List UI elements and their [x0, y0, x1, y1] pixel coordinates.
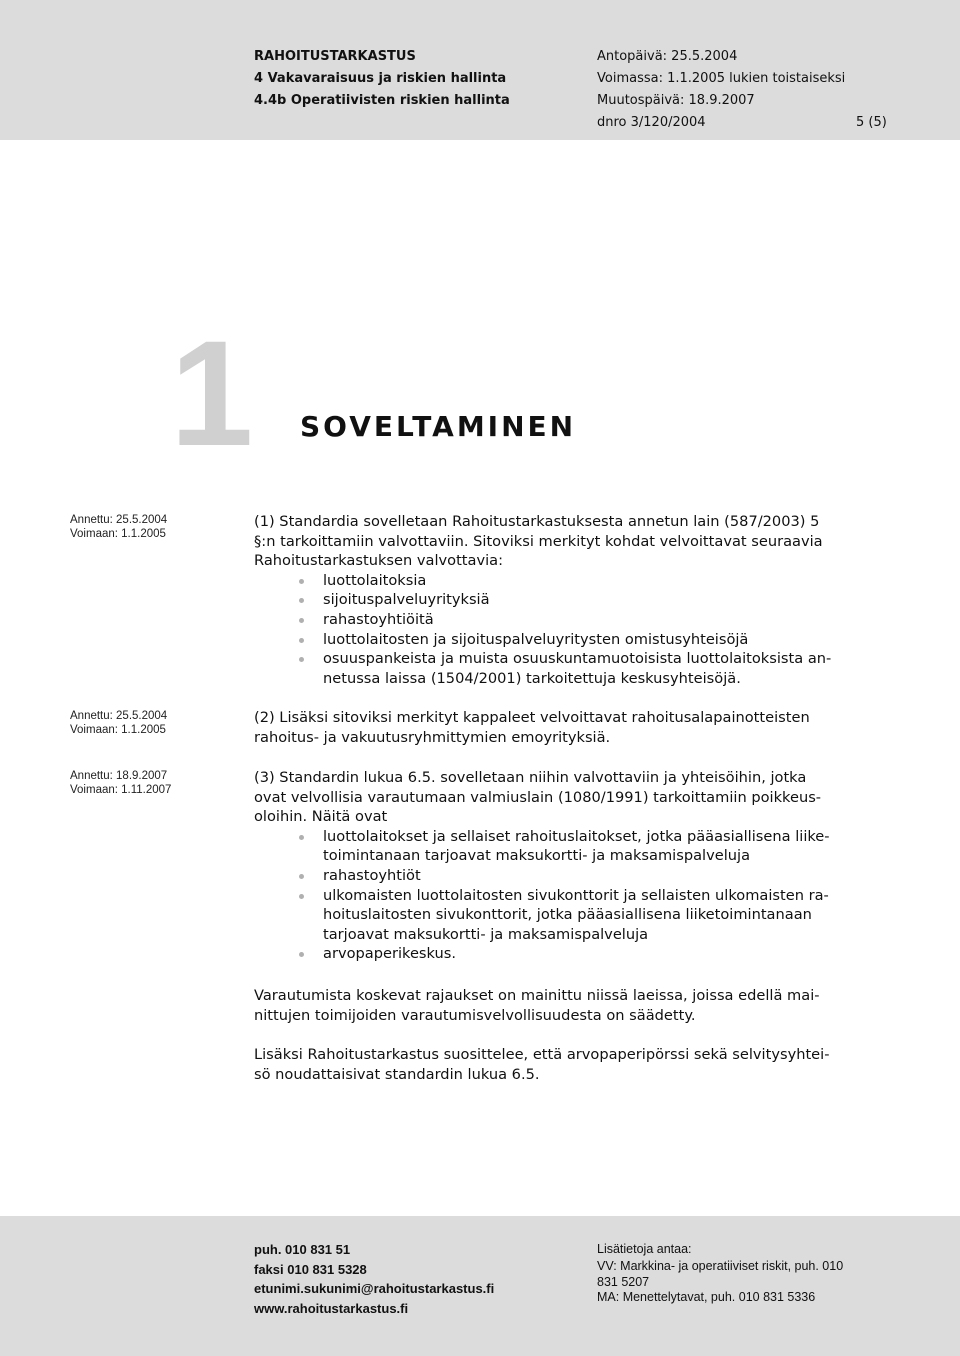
text-line: (3) Standardin lukua 6.5. sovelletaan niihin valvottaviin ja yhteisöihin, jotka — [254, 769, 807, 786]
chapter-title: 4 Vakavaraisuus ja riskien hallinta — [254, 71, 507, 86]
paragraph-3 — [254, 768, 904, 964]
website-link[interactable]: www.rahoitustarkastus.fi — [254, 1300, 409, 1316]
issue-date: Antopäivä: 25.5.2004 — [597, 49, 738, 64]
margin-annettu: Annettu: 25.5.2004 — [70, 514, 168, 526]
paragraph-1 — [254, 512, 904, 688]
fax: faksi 010 831 5328 — [254, 1261, 367, 1277]
page-number: 5 (5) — [856, 115, 887, 130]
list-item: rahastoyhtiöitä — [254, 610, 904, 630]
bullet-icon — [299, 835, 304, 840]
list-item: arvopaperikeskus. — [254, 944, 904, 964]
bullet-icon — [299, 657, 304, 662]
contact-line: MA: Menettelytavat, puh. 010 831 5336 — [597, 1290, 816, 1304]
list-item-continuation: tarjoavat maksukortti- ja maksamispalveluja — [323, 925, 649, 943]
list-item: luottolaitoksia — [254, 571, 904, 591]
subchapter-title: 4.4b Operatiivisten riskien hallinta — [254, 93, 510, 108]
org-name: RAHOITUSTARKASTUS — [254, 49, 416, 64]
list-item: rahastoyhtiöt — [254, 866, 904, 886]
bullet-icon — [299, 579, 304, 584]
margin-voimaan: Voimaan: 1.11.2007 — [70, 784, 172, 796]
list-item: luottolaitokset ja sellaiset rahoituslaitokset, jotka pääasiallisena liike- — [254, 827, 904, 847]
margin-note-1 — [70, 513, 167, 541]
margin-note-2 — [70, 709, 167, 737]
paragraph-5 — [254, 1045, 904, 1084]
list-item-continuation: hoituslaitosten sivukonttorit, jotka pääasiallisena liiketoimintanaan — [323, 906, 812, 924]
text-line: rahoitus- ja vakuutusryhmittymien emoyrityksiä. — [254, 728, 611, 746]
page-footer — [0, 1216, 960, 1356]
email-link[interactable]: etunimi.sukunimi@rahoitustarkastus.fi — [254, 1281, 495, 1296]
bullet-icon — [299, 874, 304, 879]
bullet-icon — [299, 638, 304, 643]
dnro: dnro 3/120/2004 — [597, 115, 706, 130]
contact-line: VV: Markkina- ja operatiiviset riskit, puh. 010 — [597, 1259, 844, 1273]
list-item: ulkomaisten luottolaitosten sivukonttorit ja sellaisten ulkomaisten ra- — [254, 886, 904, 906]
text-line: (2) Lisäksi sitoviksi merkityt kappaleet velvoittavat rahoitusalapainotteisten — [254, 709, 810, 726]
margin-annettu: Annettu: 18.9.2007 — [70, 770, 168, 782]
bullet-icon — [299, 618, 304, 623]
text-line: (1) Standardia sovelletaan Rahoitustarkastuksesta annetun lain (587/2003) 5 — [254, 513, 820, 530]
list-item: luottolaitosten ja sijoituspalveluyritysten omistusyhteisöjä — [254, 630, 904, 650]
bullet-icon — [299, 952, 304, 957]
section-title: SOVELTAMINEN — [300, 410, 577, 443]
paragraph-2 — [254, 708, 904, 747]
text-line: Varautumista koskevat rajaukset on mainittu niissä laeissa, joissa edellä mai- — [254, 987, 820, 1004]
text-line: Rahoitustarkastuksen valvottavia: — [254, 552, 504, 570]
phone: puh. 010 831 51 — [254, 1242, 351, 1257]
text-line: §:n tarkoittamiin valvottaviin. Sitoviksi merkityt kohdat velvoittavat seuraavia — [254, 532, 823, 550]
text-line: oloihin. Näitä ovat — [254, 808, 388, 826]
text-line: sö noudattaisivat standardin lukua 6.5. — [254, 1065, 540, 1083]
list-item-continuation: toimintanaan tarjoavat maksukortti- ja maksamispalveluja — [323, 847, 751, 865]
margin-voimaan: Voimaan: 1.1.2005 — [70, 528, 166, 540]
list-item: sijoituspalveluyrityksiä — [254, 590, 904, 610]
modified-date: Muutospäivä: 18.9.2007 — [597, 93, 755, 108]
contact-line: 831 5207 — [597, 1274, 650, 1289]
bullet-icon — [299, 598, 304, 603]
list-item: osuuspankeista ja muista osuuskuntamuotoisista luottolaitoksista an- — [254, 649, 904, 669]
margin-note-3 — [70, 769, 171, 797]
margin-annettu: Annettu: 25.5.2004 — [70, 710, 168, 722]
page-header — [0, 0, 960, 140]
list-item-continuation: netussa laissa (1504/2001) tarkoitettuja keskusyhteisöjä. — [323, 669, 741, 687]
text-line: ovat velvollisia varautumaan valmiuslain (1080/1991) tarkoittamiin poikkeus- — [254, 788, 822, 806]
margin-voimaan: Voimaan: 1.1.2005 — [70, 724, 166, 736]
contact-heading: Lisätietoja antaa: — [597, 1242, 692, 1256]
bullet-icon — [299, 894, 304, 899]
section-number: 1 — [170, 309, 254, 477]
paragraph-4 — [254, 986, 904, 1025]
text-line: nittujen toimijoiden varautumisvelvollisuudesta on säädetty. — [254, 1006, 696, 1024]
validity: Voimassa: 1.1.2005 lukien toistaiseksi — [597, 71, 846, 86]
text-line: Lisäksi Rahoitustarkastus suosittelee, että arvopaperipörssi sekä selvitysyhtei- — [254, 1046, 830, 1063]
